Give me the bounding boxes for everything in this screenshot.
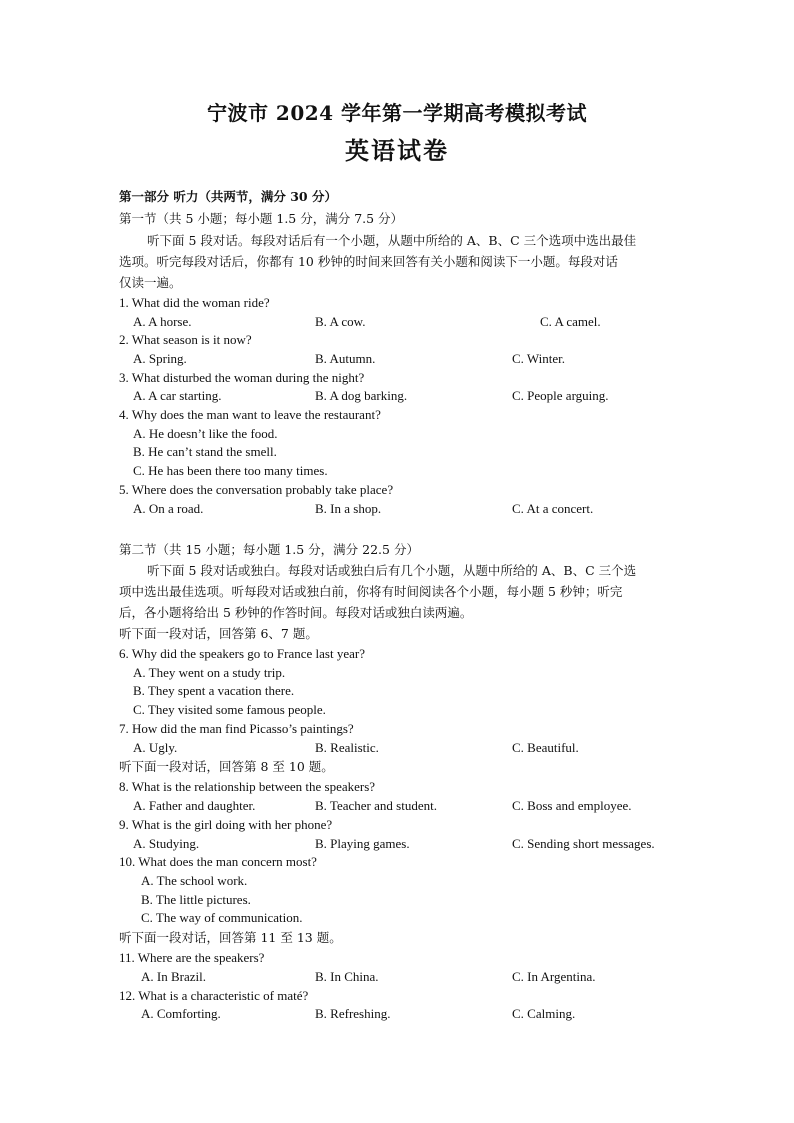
- group-instruction-11-13: 听下面一段对话，回答第 11 至 13 题。: [119, 930, 342, 945]
- section2-instructions-line2: 项中选出最佳选项。听每段对话或独白前，你将有时间阅读各个小题，每小题 5 秒钟；听完: [119, 584, 623, 599]
- question-8: 8. What is the relationship between the speakers?: [119, 779, 376, 794]
- q8-option-c: C. Boss and employee.: [512, 798, 632, 813]
- q12-option-c: C. Calming.: [512, 1006, 576, 1021]
- part1-heading: 第一部分 听力（共两节，满分 30 分）: [119, 189, 337, 204]
- q3-option-c: C. People arguing.: [512, 388, 609, 403]
- q5-option-a: A. On a road.: [133, 501, 204, 516]
- q2-option-a: A. Spring.: [133, 351, 187, 366]
- q1-option-c: C. A camel.: [540, 314, 601, 329]
- q9-option-c: C. Sending short messages.: [512, 836, 655, 851]
- q10-option-c: C. The way of communication.: [141, 910, 303, 925]
- section2-instructions-line1: 听下面 5 段对话或独白。每段对话或独白后有几个小题，从题中所给的 A、B、C 三个选: [147, 563, 637, 578]
- question-9: 9. What is the girl doing with her phone?: [119, 817, 333, 832]
- section2-instructions-line3: 后，各小题将给出 5 秒钟的作答时间。每段对话或独白读两遍。: [119, 605, 473, 620]
- exam-title: 宁波市 2024 学年第一学期高考模拟考试: [206, 101, 588, 125]
- q1-option-a: A. A horse.: [133, 314, 192, 329]
- q6-option-a: A. They went on a study trip.: [133, 665, 286, 680]
- q9-option-a: A. Studying.: [133, 836, 200, 851]
- q8-option-b: B. Teacher and student.: [315, 798, 437, 813]
- section1-instructions-line2: 选项。听完每段对话后，你都有 10 秒钟的时间来回答有关小题和阅读下一小题。每段对话: [119, 254, 618, 269]
- q11-option-c: C. In Argentina.: [512, 969, 596, 984]
- q9-option-b: B. Playing games.: [315, 836, 410, 851]
- q6-option-b: B. They spent a vacation there.: [133, 683, 295, 698]
- q2-option-c: C. Winter.: [512, 351, 566, 366]
- section1-heading: 第一节（共 5 小题；每小题 1.5 分，满分 7.5 分）: [119, 211, 404, 226]
- q11-option-a: A. In Brazil.: [141, 969, 206, 984]
- question-12: 12. What is a characteristic of maté?: [119, 988, 309, 1003]
- q3-option-b: B. A dog barking.: [315, 388, 408, 403]
- q10-option-b: B. The little pictures.: [141, 892, 251, 907]
- q12-option-a: A. Comforting.: [141, 1006, 221, 1021]
- q1-option-b: B. A cow.: [315, 314, 366, 329]
- question-1: 1. What did the woman ride?: [119, 295, 270, 310]
- section2-heading: 第二节（共 15 小题；每小题 1.5 分，满分 22.5 分）: [119, 542, 419, 557]
- q4-option-c: C. He has been there too many times.: [133, 463, 328, 478]
- q2-option-b: B. Autumn.: [315, 351, 376, 366]
- q5-option-c: C. At a concert.: [512, 501, 594, 516]
- q7-option-a: A. Ugly.: [133, 740, 178, 755]
- q6-option-c: C. They visited some famous people.: [133, 702, 326, 717]
- q4-option-a: A. He doesn’t like the food.: [133, 426, 278, 441]
- q7-option-c: C. Beautiful.: [512, 740, 579, 755]
- question-6: 6. Why did the speakers go to France last year?: [119, 646, 365, 661]
- q4-option-b: B. He can’t stand the smell.: [133, 444, 277, 459]
- q3-option-a: A. A car starting.: [133, 388, 222, 403]
- exam-subject-title: 英语试卷: [345, 136, 449, 165]
- question-11: 11. Where are the speakers?: [119, 950, 265, 965]
- question-3: 3. What disturbed the woman during the night?: [119, 370, 365, 385]
- q10-option-a: A. The school work.: [141, 873, 248, 888]
- section1-instructions-line3: 仅读一遍。: [119, 275, 182, 290]
- q7-option-b: B. Realistic.: [315, 740, 379, 755]
- section1-instructions-line1: 听下面 5 段对话。每段对话后有一个小题，从题中所给的 A、B、C 三个选项中选出最佳: [147, 233, 637, 248]
- question-7: 7. How did the man find Picasso’s paintings?: [119, 721, 354, 736]
- q11-option-b: B. In China.: [315, 969, 379, 984]
- group-instruction-6-7: 听下面一段对话，回答第 6、7 题。: [119, 626, 318, 641]
- question-4: 4. Why does the man want to leave the restaurant?: [119, 407, 381, 422]
- question-10: 10. What does the man concern most?: [119, 854, 317, 869]
- q5-option-b: B. In a shop.: [315, 501, 382, 516]
- q8-option-a: A. Father and daughter.: [133, 798, 256, 813]
- q12-option-b: B. Refreshing.: [315, 1006, 391, 1021]
- question-5: 5. Where does the conversation probably take place?: [119, 482, 394, 497]
- question-2: 2. What season is it now?: [119, 332, 252, 347]
- group-instruction-8-10: 听下面一段对话，回答第 8 至 10 题。: [119, 759, 334, 774]
